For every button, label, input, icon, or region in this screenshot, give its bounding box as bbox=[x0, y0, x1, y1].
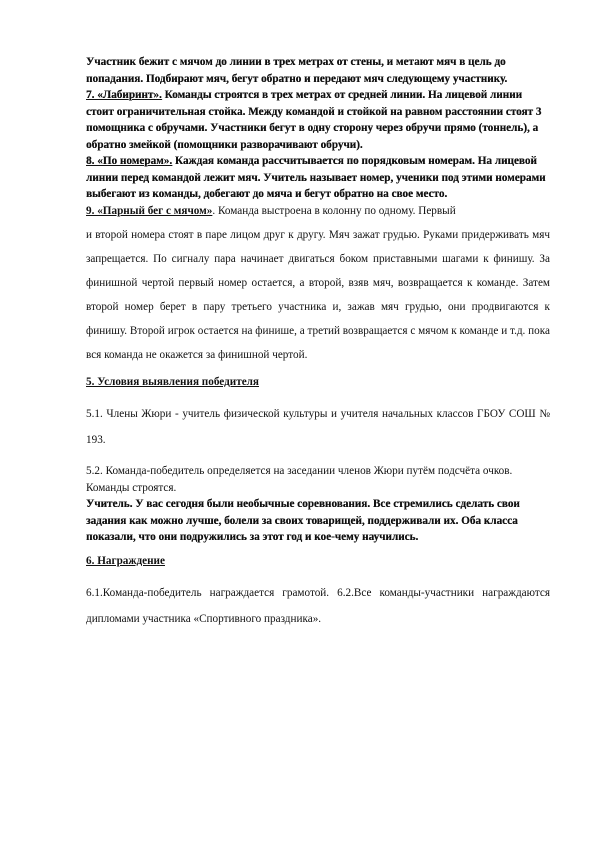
section-5-heading: 5. Условия выявления победителя bbox=[86, 376, 259, 388]
game-9-title: 9. «Парный бег с мячом» bbox=[86, 204, 213, 217]
game-8-paragraph bbox=[86, 153, 550, 203]
section-6-heading: 6. Награждение bbox=[86, 554, 165, 567]
teacher-speech: Учитель. У вас сегодня были необычные соревнования. Все стремились сделать свои задания как можно лучше, болели за своих товарищей, поддерживали их. Оба класса показали, что они подружились за этот год и кое-чему научились. bbox=[86, 498, 520, 543]
document-page bbox=[86, 54, 550, 632]
teams-line: Команды строятся. bbox=[86, 481, 177, 494]
game-8-title: 8. «По номерам». bbox=[86, 155, 173, 167]
game-7-paragraph bbox=[86, 87, 550, 153]
game-8-text: Каждая команда рассчитывается по порядковым номерам. На лицевой линии перед командой лежит мяч. Учитель называет номер, ученики под этими номерами выбегают из команды, добегают до мяча и бегут обратно на свое место. bbox=[86, 155, 546, 200]
section-6-text: 6.1.Команда-победитель награждается грамотой. 6.2.Все команды-участники награждаются дипломами участника «Спортивного праздника». bbox=[86, 586, 550, 625]
game-7-title: 7. «Лабиринт». bbox=[86, 89, 162, 101]
section-5-1: 5.1. Члены Жюри - учитель физической культуры и учителя начальных классов ГБОУ СОШ № 193. bbox=[86, 408, 550, 446]
game-7-text: Команды строятся в трех метрах от средней линии. На лицевой линии стоит ограничительная стойка. Между командой и стойкой на равном расстоянии стоят 3 помощника с обручами. Участники бегут в одну сторону через обручи прямо (тоннель), а обратно змейкой (помощники разворачивают обручи). bbox=[86, 89, 542, 151]
game-9-lead bbox=[86, 203, 550, 220]
section-5-2: 5.2. Команда-победитель определяется на заседании членов Жюри путём подсчёта очков. bbox=[86, 465, 513, 477]
game-9-body: и второй номера стоят в паре лицом друг к другу. Мяч зажат грудью. Руками придерживать мяч запрещается. По сигналу пара начинает двигаться боком приставными шагами к финишу. За финишной чертой первый номер остается, а второй, взяв мяч, возвращается к команде. Затем второй номер берет в пару третьего участника и, зажав мяч грудью, они продвигаются к финишу. Второй игрок остается на финише, а третий возвращается с мячом к команде и т.д. пока вся команда не окажется за финишной чертой. bbox=[86, 229, 550, 361]
game-9-lead-text: . Команда выстроена в колонну по одному. Первый bbox=[212, 204, 456, 217]
intro-paragraph: Участник бежит с мячом до линии в трех метрах от стены, и метают мяч в цель до попадания. Подбирают мяч, бегут обратно и передают мяч следующему участнику. bbox=[86, 56, 508, 85]
